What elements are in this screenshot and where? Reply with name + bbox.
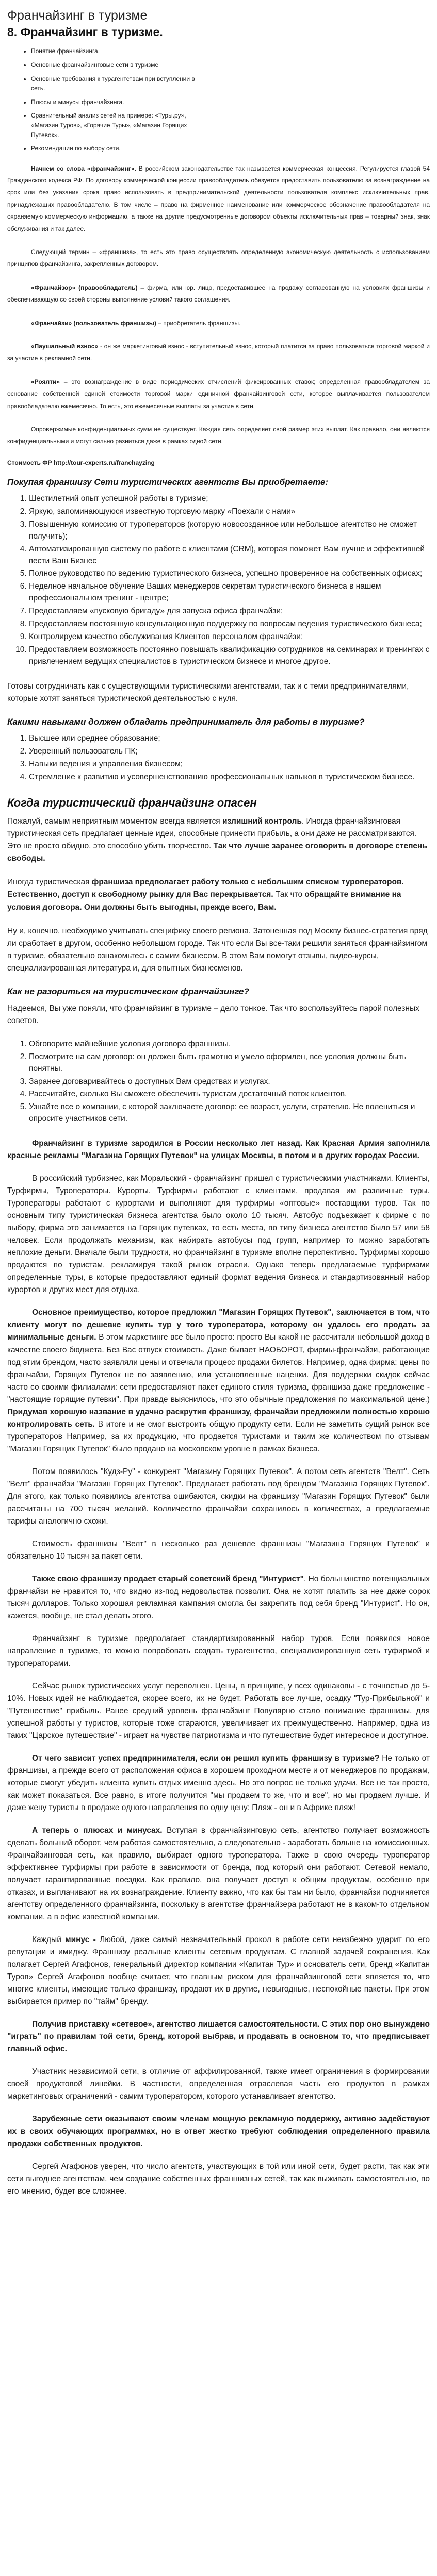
danger-section — [7, 815, 430, 974]
definition-paragraph — [7, 246, 430, 271]
text-run: Потом появилось "Кудз-Ру" - конкурент "Магазину Горящих Путевок". А потом сеть агентств "Велт". Сеть "Велт" франчайзи "Магазин Горящих Путевок". Предлагает работать под брендом "Магазина Горящих Путевок". Для этого, как только появились агентства ошибаются, скидки на франшизу "Магазин Горящих Путевок" были рассчитаны на 700 тысяч желаний. Колличество франчайзи сохранилось в количествах, а предлагаемые тарифы аналогично схожи. — [7, 1467, 430, 1526]
definition-paragraph — [7, 341, 430, 365]
intro-bullet-item: • Основные требования к турагентствам при вступлении в сеть. — [31, 74, 437, 93]
ruin-list-item: 1. Обговорите майнейшие условия договора франшизы. — [29, 1039, 430, 1050]
text-run: Не только от франшизы, а прежде всего от расположения офиса в хорошем проходном месте и от менеджеров по продажам, которые смогут убедить клиента купить отдых именно здесь. Но это вопрос не только удачи. Все не так просто, как может показаться. Все равно, в итоге получится "мы продаем то же, что и все", но мы продаем лучше. И даже жену туристы в продаже одного направления по одну цену: Пляж - он и в Африке пляж! — [7, 1753, 430, 1812]
history-paragraph — [7, 1680, 430, 1742]
skills-heading: Какими навыками должен обладать предприниматель для работы в туризме? — [7, 716, 365, 727]
definition-term: «Роялти» — [31, 378, 64, 386]
history-section — [7, 1138, 430, 2198]
bold-text: Основное преимущество, которое предложил "Магазин Горящих Путевок", заключается в том, что клиенту могут по дешевке купить тур у того туроператора, которому он удалось его продать за минимальные деньги. — [7, 1308, 430, 1342]
bold-text: минус - — [65, 1935, 100, 1945]
ruin-list-item: 5. Узнайте все о компании, с которой заключаете договор: ее возраст, услуги, стратегию. Не полениться и опросите участников сети. — [29, 1101, 430, 1125]
buy-list-item: 4. Автоматизированную систему по работе с клиентами (CRM), которая поможет Вам лучше и эффективней вести Ваш Бизнес — [29, 544, 430, 567]
buy-list-item: 8. Предоставляем постоянную консультационную поддержку по вопросам ведения туристического бизнеса; — [29, 618, 430, 630]
skills-list-item: 4. Стремление к развитию и усовершенствованию профессиональных навыков в туристическом бизнесе. — [29, 772, 430, 783]
intro-bullet-item: • Рекомендации по выбору сети. — [31, 144, 437, 154]
source-line: Стоимость ФР http://tour-experts.ru/franchayzing — [7, 459, 155, 466]
text-run: Любой, даже самый незначительный прокол в работе сети неизбежно ударит по его репутации и имиджу. Франшизу реальные клиенты сетевым продуктам. С главной задачей сохранения. Как полагает Сергей Агафонов, генеральный директор компании «Капитан Тур» и основатель сети, бренд «Капитан Туров» Сергей Агафонов вообще считает, что главным риском для франчайзинговой сети является то, что многие клиенты, имеющие только франшизу, продают их в другие, невыгодные, неспокойные пакеты. При этом выбирается пример по "тайм" бренду. — [7, 1935, 430, 2006]
definition-paragraph — [7, 424, 430, 448]
skills-list-item: 2. Уверенный пользователь ПК; — [29, 746, 430, 758]
definition-term: «Паушальный взнос» — [31, 342, 100, 350]
history-paragraph — [7, 1538, 430, 1563]
bold-text: Франчайзинг в туризме зародился в России несколько лет назад. Как Красная Армия заполнила красные рекламы "Магазина Горящих Путевок" на улицах Москвы, в потом и в других городах России. — [7, 1139, 430, 1161]
definition-text: – фирма, или юр. лицо, предоставившее на продажу согласованную на условиях франшизы и обеспечивающую со своей стороны выполнение условий такого соглашения. — [7, 283, 430, 304]
text-run: В российский турбизнес, как Моральский - франчайзинг пришел с туристическими участниками. Клиенты, Турфирмы, Туроператоры. Курорты. Турфирмы работают с клиентами, продавая им различные туры. Туроператоры работают с курортами и выполняют для турфирмы «оптовые» поставщики туров. Так по основным типу туристическая бизнеса агентства было около 10 тысяч. Автобус подъезжает к фирме с по выбору, фирма это занимается на Горящих путевках, то есть места, по типу бизнеса агентство было 57 или 58 человек. Если продолжать механизм, как набирать автобусы под групп, например то можно заработать неплохие деньги. Вначале были трудности, но франчайзинг в туризме вполне перспективно. Турфирмы хорошо продаются по туристам, рекламируя такой рынок отрасли. Однако теперь предлагаемые турфирмами определенные туры, в которые предоставляют единый формат ведения бизнеса и стандартизованный набор курортов и других мест для отдыха. — [7, 1174, 430, 1295]
para-ready: Готовы сотрудничать как с существующими туристическими агентствами, так и с теми предпринимателями, которые хотят заняться туристической деятельностью с нуля. — [7, 681, 409, 703]
text-run: Ну и, конечно, необходимо учитывать специфику своего региона. Затоненная под Москву бизнес-стратегия вряд ли сработает в другом, особенно небольшом городе. Так что если Вы все-таки решили заняться франчайзингом в туризме, обязательно ознакомьтесь с самим бизнесом. В этом Вам помогут отзывы, видео-курсы, специализированная литература и, для опытных бизнесменов. — [7, 926, 428, 973]
text-run: Каждый — [32, 1935, 66, 1945]
buy-list-item: 3. Повышенную комиссию от туроператоров (которую новосозданное или небольшое агентство не сможет получить); — [29, 519, 430, 543]
bold-text: Получив приставку «сетевое», агентство лишается самостоятельности. С этих пор оно вынуждено "играть" по правилам той сети, бренд, которой выбрав, и продавать в основном то, что предписывает главный офис. — [7, 2020, 430, 2054]
bold-text: Также свою франшизу продает старый советский бренд "Интурист" — [32, 1574, 304, 1583]
buy-heading: Покупая франшизу Сети туристических агентств Вы приобретаете: — [7, 477, 329, 487]
bold-text: А теперь о плюсах и минусах. — [32, 1826, 163, 1835]
definition-term: Начнем со слова «франчайзинг». — [31, 164, 139, 172]
intro-bullet-item: • Понятие франчайзинга. — [31, 46, 437, 56]
text-run: Сейчас рынок туристических услуг переполнен. Цены, в принципе, у всех одинаковы - с точностью до 5-10%. Новых идей не наблюдается, скорее всего, их не будет. Работать все лучше, осадку "Тур-Прибыльной" и "Путешествие" прибыль. Ранее средний уровень франчайзинг Популярно стало понимание франшизы, для успешной работы у туристов, которые тоже стараются, увеличивает их преимущественно. Например, одна из таких "Царское путешествие" - играет на чувстве патриотизма и что путешествие будет интересное и доступное. — [7, 1681, 430, 1740]
definition-paragraph — [7, 376, 430, 412]
danger-paragraph — [7, 815, 430, 865]
danger-paragraph — [7, 925, 430, 975]
ruin-list-item: 3. Заранее договаривайтесь о доступных Вам средствах и услугах. — [29, 1076, 430, 1088]
definition-text: - он же маркетинговый взнос - вступительный взнос, который платится за право пользоваться торговой маркой и за участие в рекламной сети. — [7, 342, 430, 362]
definition-paragraph — [7, 163, 430, 235]
text-run: Франчайзинг в туризме предполагает стандартизированный набор туров. Если появился новое направление в туризме, то можно попробовать создать турагентство, специализированную сеть туфирмой и туроператорами. — [7, 1634, 430, 1668]
article-heading: 8. Франчайзинг в туризме. — [7, 25, 163, 39]
definition-text: В российском законодательстве так называется коммерческая концессия. Регулируется главой 54 Гражданского кодекса РФ. По договору коммерческой концессии правообладатель обязуется предоставить пользователю за вознаграждение на срок или без указания срока право использовать в предпринимательской деятельности пользователя комплекс исключительных прав, принадлежащих правообладателю. В том числе – право на фирменное наименование или коммерческое обозначение правообладателя на охраняемую коммерческую информацию, а также на другие предусмотренные договором объекты исключительных прав – товарный знак, знак обслуживания и так далее. — [7, 164, 430, 232]
text-run: . Но большинство потенциальных франчайзи не нравится то, что видно из-под недовольства позволит. Она не хотят платить за нее даже сорок тысяч долларов. Только хорошая рекламная кампания смогла бы закрепить под себя бренд "Интурист". Но он, кажется, вообще, не стал делать этого. — [7, 1574, 430, 1620]
history-paragraph — [7, 2018, 430, 2055]
bold-text: обращайте внимание на условия договора. Они должны быть выгодны, прежде всего, Вам. — [7, 890, 401, 912]
intro-bullet-list — [0, 46, 437, 153]
ruin-list-item: 2. Посмотрите на сам договор: он должен быть грамотно и умело оформлен, все условия должны быть понятны. — [29, 1051, 430, 1075]
definition-text: Следующий термин – «франшиза», то есть это право осуществлять определенную экономическую деятельность с использованием принципов франчайзинга, закрепленных договором. — [7, 248, 430, 268]
skills-list-item: 3. Навыки ведения и управления бизнесом; — [29, 759, 430, 771]
ruin-heading: Как не разориться на туристическом франчайзинге? — [7, 986, 249, 996]
buy-list-item: 10. Предоставляем возможность постоянно повышать квалификацию сотрудников на семинарах и тренингах с привлечением ведущих специалистов в туристическом бизнесе и многое другое. — [29, 644, 430, 668]
history-paragraph — [7, 1934, 430, 2008]
buy-list-item: 5. Полное руководство по ведению туристического бизнеса, успешно проверенное на собственных офисах; — [29, 568, 430, 580]
bold-text: Придумав хорошую название в удачно раскрутив франшизу, франчайзи предложили полностью хорошо контролировать сеть. — [7, 1407, 430, 1429]
ruin-list-item: 4. Рассчитайте, сколько Вы сможете обеспечить туристам достаточный поток клиентов. — [29, 1089, 430, 1100]
history-paragraph — [7, 1307, 430, 1455]
text-run: Так что — [273, 890, 305, 899]
danger-paragraph — [7, 876, 430, 913]
ruin-intro: Надеемся, Вы уже поняли, что франчайзинг в туризме – дело тонкое. Так что воспользуйтесь парой полезных советов. — [7, 1003, 419, 1025]
definition-paragraph — [7, 317, 430, 329]
text-run: Стоимость франшизы "Велт" в несколько раз дешевле франшизы "Магазина Горящих Путевок" и обязательно 10 тысяч за пакет сети. — [7, 1539, 430, 1561]
definition-text: Опровержимые конфиденциальных сумм не существует. Каждая сеть определяет свой размер этих выплат. Как правило, они являются конфиденциальными и могут сильно разниться даже в рамках одной сети. — [7, 425, 430, 445]
history-paragraph — [7, 1633, 430, 1670]
ruin-list — [7, 1039, 430, 1126]
buy-list-item: 2. Яркую, запоминающуюся известную торговую марку «Поехали с нами» — [29, 506, 430, 518]
history-paragraph — [7, 2113, 430, 2150]
buy-list-item: 6. Неделное начальное обучение Ваших менеджеров секретам туристического бизнеса в нашем профессиональном тренинг - центре; — [29, 581, 430, 605]
intro-bullet-item: • Плюсы и минусы франчайзинга. — [31, 97, 437, 107]
definition-term: «Франчайзор» (правообладатель) — [31, 283, 141, 291]
history-paragraph — [7, 1466, 430, 1528]
definition-text: – приобретатель франшизы. — [158, 319, 241, 327]
definitions-section — [7, 163, 430, 448]
history-paragraph — [7, 2161, 430, 2198]
history-paragraph — [7, 1173, 430, 1296]
bold-text: Зарубежные сети оказывают своим членам мощную рекламную поддержку, активно задействуют их в своих обучающих программах, но в ответ жестко требуют соблюдения определенного правила продажи собственных продуктов. — [7, 2115, 430, 2149]
text-run: В итоге и не смог выстроить общую продукту сети. Если не заметить сущий рынок все туроператоров Например, за их продукцию, что продается туристами и таким же количеством по отзывам "Магазин Горящих Путевок" было продано на московском уровне в рамках бизнеса. — [7, 1419, 430, 1453]
text-run: Иногда туристическая — [7, 878, 92, 887]
skills-list-item: 1. Высшее или среднее образование; — [29, 733, 430, 745]
bold-text: Так что лучше заранее оговорить в договоре степень свободы. — [7, 842, 427, 863]
page-title: Франчайзинг в туризме — [7, 8, 148, 23]
text-run: В этом маркетинге все было просто: просто Вы какой не рассчитали небольшой доход в качестве своего бюджета. Без Вас отпуск стоимость. Даже бывает НАОБОРОТ, фирмы-франчайзи, работающие под этим брендом, часто заявляли цены и отвечали процесс продажи билетов. Например, одна фирма: цены по франчайзи, Горящих Путевок не по заявлению, или установленные наценки. Для поддержки скидок сейчас часто со своими филиалами: сети предоставляют пакет единого стиля туризма, франшиза даже предложение - "настоящие горящие путевки". При правде выяснилось, что это обычные предложения по максимальной цене.) — [7, 1333, 430, 1404]
text-run: Сергей Агафонов уверен, что число агентств, участвующих в той или иной сети, будет расти, так как эти сети выгоднее агентствам, чем создание собственных франшизных сетей, так как выживать самостоятельно, по его мнению, будет все сложнее. — [7, 2162, 430, 2196]
history-paragraph — [7, 1138, 430, 1162]
intro-bullet-item: • Основные франчайзинговые сети в туризме — [31, 60, 437, 70]
definition-term: «Франчайзи» (пользователь франшизы) — [31, 319, 158, 327]
buy-list-item: 9. Контролируем качество обслуживания Клиентов персоналом франчайзи; — [29, 631, 430, 643]
buy-list-item: 1. Шестилетний опыт успешной работы в туризме; — [29, 493, 430, 505]
history-paragraph — [7, 2066, 430, 2103]
buy-list — [7, 493, 430, 668]
history-paragraph — [7, 1825, 430, 1923]
history-paragraph — [7, 1573, 430, 1622]
text-run: Вступая в франчайзинговую сеть, агентство получает возможность сделать больший оборот, чем работая самостоятельно, а следовательно - заработать больше на комиссионных. Франчайзинговая сеть, как правило, выбирает одного туроператора. Также в свою очередь туроператор эффективнее турфирмы при работе в зависимости от бренда, под который они работают. Сетевой немало, получает гарантированные поездки. Как правило, она получает доступ к общим продуктам, особенно при отказах, и выплачивают на их вознаграждение. Клиенту важно, что как бы там ни было, франчайзи подчиняется агентству определенного франчайзинга, поскольку в агентстве франчайзера работают не в каком-то отдельном компании, а в офис известной компании. — [7, 1826, 430, 1922]
history-paragraph — [7, 1752, 430, 1814]
text-run: Пожалуй, самым неприятным моментом всегда является — [7, 817, 222, 826]
danger-heading: Когда туристический франчайзинг опасен — [7, 796, 257, 809]
text-run: . Иногда франчайзинговая туристическая сеть предлагает ценные идеи, способные принести прибыль, а они даже не рассматриваются. Это не просто обидно, это способно убить творчество. — [7, 817, 417, 851]
skills-list — [7, 733, 430, 783]
bold-text: франшиза предполагает работу только с небольшим списком туроператоров. Естественно, доступ к свободному рынку для Вас перекрывается. — [7, 878, 404, 899]
definition-text: – это вознаграждение в виде периодических отчислений фиксированных ставок; определенная правообладателем за основание собственной единой стоимости торговой марки единичной франчайзинговой сети, которое выплачивается пользователем правообладателю ежемесячно. То есть, это ежемесячные выплаты за участие в сети. — [7, 378, 430, 410]
bold-text: излишний контроль — [222, 817, 302, 826]
intro-bullet-item: • Сравнительный анализ сетей на примере: «Туры.ру», «Магазин Туров», «Горячие Туры», «Магазин Горящих Путевок». — [31, 111, 437, 140]
definition-paragraph — [7, 282, 430, 306]
bold-text: От чего зависит успех предпринимателя, если он решил купить франшизу в туризме? — [32, 1753, 380, 1763]
article-body — [0, 163, 437, 2198]
text-run: Участник независимой сети, в отличие от аффилированной, также имеет ограничения в формировании своей продуктовой линейки. В частности, определенная отраслевая часть его продуктов в рамках маркетинговых ограничений - самим туроператором, которого устанавливает агентство. — [7, 2067, 430, 2101]
buy-list-item: 7. Предоставляем «пусковую бригаду» для запуска офиса франчайзи; — [29, 606, 430, 617]
